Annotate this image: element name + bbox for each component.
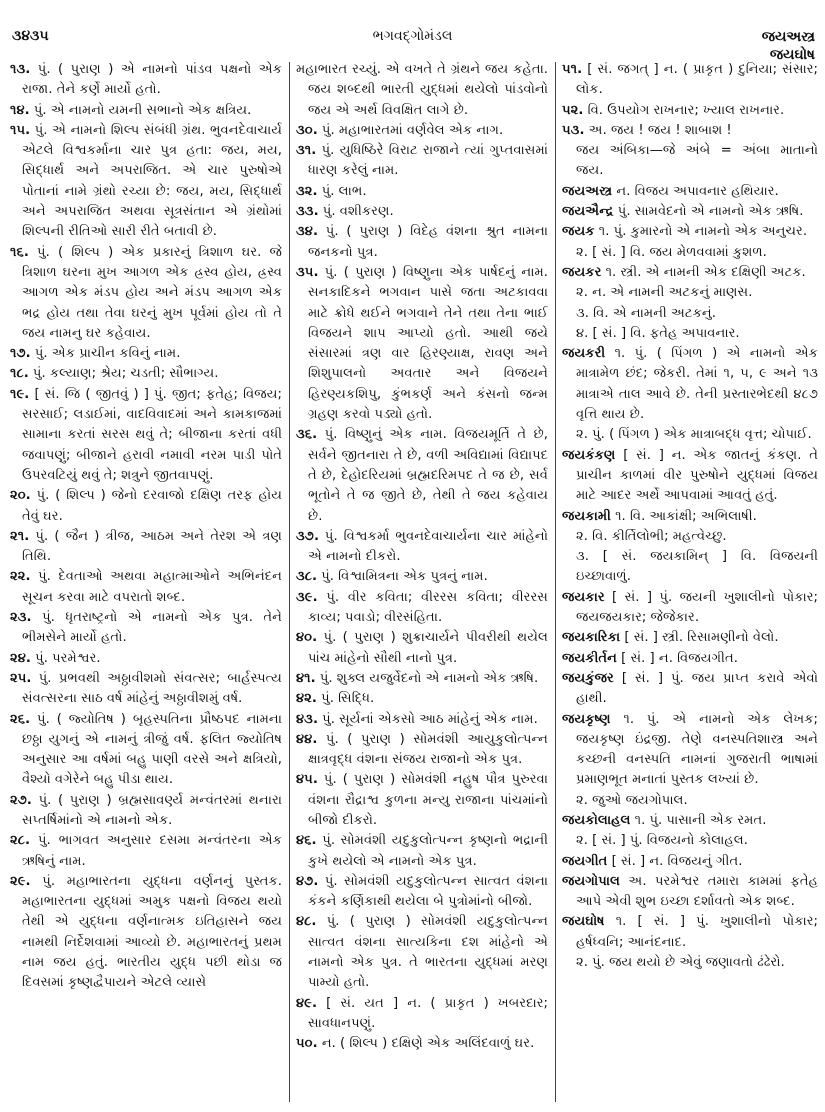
- dictionary-entry: [10, 486, 282, 527]
- entry-headword: ૨૬.: [10, 711, 31, 727]
- entry-definition: પું. એ નામનો શિલ્પ સંબંધી ગ્રંથ. ભુવનદેવાચાર્ય એટલે વિશ્વકર્માના ચાર પુત્ર હતા: જય, મય, સિદ્ધાર્થ અને અપરાજિત. એ ચાર પુરુષોએ પોતાનાં નામે ગ્રંથો રચ્યા છે: જય, મય, સિદ્ધાર્થ અને અપરાજિત અથવા સૂત્રસંતાન એ ગ્રંથોમાં શિલ્પની રીતિઓ સારી રીતે બતાવી છે.: [22, 122, 282, 240]
- dictionary-entry: [10, 608, 282, 649]
- entry-definition: ન. ( શિલ્પ ) દક્ષિણે એક અલિંદવાળું ઘર.: [317, 1036, 535, 1052]
- dictionary-entry: [562, 669, 818, 710]
- page-number: ૩૪૩૫: [12, 28, 49, 44]
- entry-definition: પું. ( પુરાણ ) સોમવંશી નહુષ પૌત્ર પુરુરવા વંશના રૌદ્રાશ્વ કુળના મન્યુ રાજાના પાંચમાંનો બીજો દીકરો.: [308, 772, 548, 828]
- entry-headword: જયકોલાહલ: [562, 812, 631, 828]
- entry-headword: જયકંકણ: [562, 447, 616, 463]
- dictionary-entry: [10, 121, 282, 243]
- entry-headword: ૨૯.: [10, 873, 31, 889]
- entry-headword: ૩૪.: [296, 224, 318, 240]
- entry-definition: પું. યુધિષ્ઠિરે વિરાટ રાજાને ત્યાં ગુપ્તવાસમાં ધારણ કરેલું નામ.: [308, 143, 548, 179]
- dictionary-entry: [296, 263, 548, 425]
- entry-definition: પું. ( પુરાણ ) બ્રહ્મસાવર્ણ્ય મન્વંતરમાં થનારા સપ્તર્ષિમાંનો એ નામનો એક.: [22, 792, 282, 828]
- entry-sense: ૨. પું. ( પિંગળ ) એક માત્રાબદ્ધ વૃત્ત; ચોપાઈ.: [576, 427, 812, 443]
- entry-headword: ૫૦.: [296, 1036, 318, 1052]
- entry-headword: ૨૦.: [10, 488, 31, 504]
- dictionary-entry: [296, 831, 548, 872]
- entry-sense: ૩. વિ. એ નામની અટકનું.: [576, 305, 716, 321]
- column-3: [562, 60, 818, 973]
- entry-definition: પું. વીર કવિતા; વીરરસ કવિતા; વીરરસ કાવ્ય; પવાડો; વીરસંહિતા.: [308, 589, 548, 626]
- entry-sense: ૨. [ સં. ] પું. વિજયનો કોલાહલ.: [576, 833, 748, 849]
- entry-headword: ૫૩.: [562, 122, 585, 138]
- dictionary-entry: [10, 567, 282, 608]
- dictionary-entry: [562, 202, 818, 222]
- entry-headword: ૩૩.: [296, 204, 319, 220]
- entry-definition: ૧. પું. એ નામનો એક લેખક; જયકૃષ્ણ ઇંદ્રજી. તેણે વનસ્પતિશાસ્ત્ર અને કચ્છની વનસ્પતિ નામનાં ગુજરાતી ભાષામાં પ્રમાણભૂત મનાતાં પુસ્તક લખ્યાં છે.: [576, 711, 818, 788]
- dictionary-entry: [296, 1034, 548, 1054]
- entry-definition: [ સં. ] ન. વિજયગીત.: [616, 650, 738, 666]
- entry-definition: [ સં. જગત્ ] ન. ( પ્રાકૃત ) દુનિયા; સંસાર; લોક.: [576, 62, 818, 98]
- entry-headword: જયકારિકા: [562, 630, 621, 646]
- dictionary-entry: [296, 994, 548, 1035]
- entry-definition: પું. ( પુરાણ ) વિષ્ણુના એક પાર્ષદનું નામ. સનકાદિકને ભગવાન પાસે જતા અટકાવવા માટે ક્રોધે થઈને ભગવાને તેને તથા તેના ભાઈ વિજયને શાપ આપ્યો હતો. આથી જયે સંસારમાં ત્રણ વાર હિરણ્યાક્ષ, રાવણ અને શિશુપાલનો અવતાર અને વિજયને હિરણ્યકશિપુ, કુંભકર્ણ અને કંસનો જન્મ ગ્રહણ કરવો પડ્યો હતો.: [308, 264, 548, 423]
- dictionary-entry: [296, 121, 548, 141]
- entry-sense: ૨. વિ. કીર્તિલોભી; મહત્વેચ્છુ.: [576, 528, 727, 544]
- dictionary-entry: [10, 872, 282, 994]
- entry-headword: ૪૮.: [296, 914, 317, 930]
- entry-headword: ૩૨.: [296, 183, 318, 199]
- dictionary-entry: [296, 710, 548, 730]
- entry-definition: [ સં. ] ન. વિજયનું ગીત.: [607, 853, 743, 869]
- dictionary-entry: [562, 263, 818, 283]
- entry-headword: જયકરી: [562, 346, 606, 362]
- entry-definition: પું. વિશ્વામિત્રના એક પુત્રનું નામ.: [317, 569, 488, 585]
- entry-definition: પું. ( જૈન ) ત્રીજ, આઠમ અને તેરશ એ ત્રણ તિથિ.: [22, 528, 282, 565]
- entry-sense: ૩. [ સં. જયકામિન્ ] વિ. વિજયની ઇચ્છાવાળું.: [576, 549, 818, 585]
- entry-definition: ૧. સ્ત્રી. એ નામની એક દક્ષિણી અટક.: [601, 264, 806, 280]
- entry-headword: ૩૬.: [296, 427, 318, 443]
- entry-headword: ૩૫.: [296, 264, 319, 280]
- entry-headword: ૧૯.: [10, 386, 30, 402]
- entry-headword: ૩૭.: [296, 528, 319, 544]
- entry-headword: ૪૭.: [296, 873, 319, 889]
- entry-headword: ૩૮.: [296, 569, 318, 585]
- entry-definition: પું. સોમવંશી યદુકુલોત્પન્ન કૃષ્ણનો ભદ્રાની કુખે થયેલો એ નામનો એક પુત્ર.: [308, 833, 548, 869]
- entry-headword: ૧૬.: [10, 244, 29, 260]
- dictionary-entry: [296, 425, 548, 526]
- entry-definition: પું. એ નામનો યમની સભાનો એક ક્ષત્રિય.: [29, 102, 252, 118]
- entry-definition: ૧. પું. ( પિંગળ ) એ નામનો એક માત્રામેળ છંદ; જેકરી. તેમાં ૧, ૫, ૯ અને ૧૩ માત્રાએ તાલ આવે છે. તેની પ્રસ્તારભેદથી ૪૮૭ વૃત્તિ થાય છે.: [576, 346, 818, 423]
- entry-headword: ૨૭.: [10, 792, 32, 808]
- entry-headword: ૪૨.: [296, 691, 317, 707]
- entry-definition: [ સં. ] સ્ત્રી. રિસામણીનો વેલો.: [620, 630, 779, 646]
- entry-headword: ૪૧.: [296, 670, 316, 686]
- dictionary-entry: [562, 182, 818, 202]
- entry-definition: પું. ( પુરાણ ) સોમવંશી યદુકુલોત્પન્ન સાત્વત વંશના સાત્યકિના દશ માંહેનો એ નામનો એક પુત્ર. તે ભારતના યુદ્ધમાં મરણ પામ્યો હતો.: [308, 914, 548, 991]
- entry-headword: ૧૪.: [10, 102, 30, 118]
- entry-definition: પું. પ્રભવથી અઠ્ઠાવીશમો સંવત્સર; બાર્હસ્પત્ય સંવત્સરના સાઠ વર્ષ માંહેનું અઠ્ઠાવીશમું વર્ષ.: [22, 670, 282, 707]
- entry-headword: ૪૪.: [296, 731, 318, 747]
- column-divider: [555, 62, 556, 1102]
- entry-definition: પું. કલ્યાણ; શ્રેય; ચડતી; સૌભાગ્ય.: [28, 366, 219, 382]
- entry-headword: જયકુંજર: [562, 670, 614, 686]
- dictionary-entry: [562, 912, 818, 953]
- dictionary-entry: [562, 60, 818, 101]
- entry-headword: ૫૨.: [562, 102, 584, 118]
- entry-headword: જયકૃષ્ણ: [562, 711, 611, 727]
- entry-headword: ૩૦.: [296, 122, 318, 138]
- entry-definition: [ સં. ] પું. જયની ખુશાલીનો પોકાર; જયજયકાર; જેજેકાર.: [576, 589, 818, 626]
- entry-definition: પું. મહાભારતના યુદ્ધના વર્ણનનું પુસ્તક. મહાભારતના યુદ્ધમાં અમુક પક્ષનો વિજય થયો તેથી એ યુદ્ધના વર્ણનાત્મક ઇતિહાસને જય નામથી નિર્દેશવામાં આવ્યો છે. મહાભારતનું પ્રથમ નામ જય હતું. ભારતીય યુદ્ધ પછી થોડા જ દિવસમાં કૃષ્ણદ્વૈપાયને એટલે વ્યાસે: [22, 873, 282, 991]
- entry-definition: પું. ( જ્યોતિષ ) બૃહસ્પતિના પ્રૌષ્ઠપદ નામના છઠ્ઠા યુગનું એ નામનું ત્રીજું વર્ષ. ફલિત જ્યોતિષ અનુસાર આ વર્ષમાં બહુ પાણી વરસે અને ક્ષત્રિયો, વૈશ્યો વગેરેને બહુ પીડા થાય.: [22, 711, 282, 788]
- dictionary-entry: [10, 831, 282, 872]
- entry-definition: પું. ( પુરાણ ) સોમવંશી આયુકુલોત્પન્ન ક્ષાત્રવૃદ્ધ વંશના સંજય રાજાનો એક પુત્ર.: [308, 731, 548, 768]
- entry-headword: ૪૯.: [296, 995, 317, 1011]
- dictionary-entry: [296, 567, 548, 587]
- entry-headword: ૫૧.: [562, 62, 583, 77]
- entry-definition: પું. મહાભારતમાં વર્ણવેલ એક નાગ.: [317, 122, 504, 138]
- dictionary-entry: [296, 222, 548, 263]
- dictionary-entry: [296, 912, 548, 993]
- entry-headword: જયઐન્દ્ર: [562, 204, 614, 220]
- entry-headword: ૨૮.: [10, 833, 31, 849]
- dictionary-entry: [562, 121, 818, 141]
- entry-definition: ૧. પું. પાસાની એક રમત.: [630, 812, 767, 828]
- dictionary-entry: [296, 770, 548, 831]
- entry-definition: વિ. ઉપયોગ રાખનાર; ખ્યાલ રાખનાર.: [583, 102, 785, 118]
- entry-definition: પું. ( શિલ્પ ) જેનો દરવાજો દક્ષિણ તરફ હોય તેવું ઘર.: [22, 488, 282, 524]
- entry-definition: પું. વિષ્ણુનું એક નામ. વિજયમૂર્તિ તે છે, સર્વને જીતનારા તે છે, વળી અવિદ્યામાં વિદ્યાપદ તે છે, દેહોદરિયમાં બ્રહ્મદરિમપદ તે જ છે, સર્વ ભૂતોને તે જ જીતે છે, તેથી તે જય કહેવાય છે.: [308, 427, 548, 524]
- entry-definition: પું. સોમવંશી યદુકુલોત્પન્ન સાત્વત વંશના કંકને કર્ણિકાથી થયેલા બે પુત્રોમાંનો બીજો.: [308, 873, 548, 910]
- entry-headword: ૨૩.: [10, 610, 32, 626]
- entry-definition: મહાભારત રચ્યું. એ વખતે તે ગ્રંથને જય કહેતા. જય શબ્દથી ભારતી યુદ્ધમાં થયેલો પાંડવોનો જય એ અર્થ વિવક્ષિત લાગે છે.: [296, 62, 548, 118]
- entry-headword: ૨૪.: [10, 650, 31, 666]
- dictionary-entry: [296, 872, 548, 913]
- dictionary-entry: [562, 872, 818, 913]
- entry-headword: જયગીત: [562, 853, 608, 869]
- dictionary-entry: [296, 588, 548, 629]
- entry-headword: જયઘોષ: [562, 914, 605, 930]
- dictionary-entry: [296, 202, 548, 222]
- entry-headword: જયકર: [562, 264, 602, 280]
- entry-definition: ૧. પું. કુમારનો એ નામનો એક અનુચર.: [594, 224, 808, 240]
- dictionary-entry: [296, 730, 548, 771]
- entry-definition: ૧. [ સં. ] પું. ખુશાલીનો પોકાર; હર્ષધ્વનિ; આનંદનાદ.: [576, 914, 818, 950]
- entry-headword: ૨૧.: [10, 528, 30, 544]
- entry-definition: અ. જય ! જય ! શાબાશ !: [584, 122, 732, 138]
- entry-definition: [ સં. ] પું. જય પ્રાપ્ત કરાવે એવો હાથી.: [576, 670, 818, 707]
- dictionary-entry: [296, 628, 548, 669]
- entry-headword: ૪૬.: [296, 833, 317, 849]
- entry-definition: પું. ભાગવત અનુસાર દસમા મન્વંતરના એક ઋષિનું નામ.: [22, 833, 282, 869]
- dictionary-entry: [562, 588, 818, 629]
- dictionary-entry: [10, 60, 282, 101]
- dictionary-entry: [296, 60, 548, 121]
- dictionary-entry: [296, 141, 548, 182]
- dictionary-entry: [562, 507, 818, 527]
- entry-definition: પું. વશીકરણ.: [318, 204, 394, 220]
- entry-definition: [ સં. ] ન. એક જાતનું કંકણ. તે પ્રાચીન કાળમાં વીર પુરુષોને યુદ્ધમાં વિજય માટે આદર અર્થે આપવામાં આવતું હતું.: [576, 447, 818, 504]
- entry-headword: ૧૭.: [10, 346, 31, 362]
- entry-headword: ૩૯.: [296, 589, 318, 605]
- entry-definition: પું. ( શિલ્પ ) એક પ્રકારનું ત્રિશાળ ઘર. જે ત્રિશાળ ઘરના મુખ આગળ એક હ્રસ્વ હોય, હ્રસ્વ આગળ એક મંડપ હોય અને મંડપ આગળ એક ભદ્ર હોય તથા તેવા ઘરનું મુખ પૂર્વમાં હોય તો તે જય નામનુ ઘર કહેવાય.: [22, 244, 282, 341]
- dictionary-entry: [10, 385, 282, 486]
- entry-headword: જયગોપાલ: [562, 873, 620, 889]
- entry-definition: પું. ધૃતરાષ્ટ્રનો એ નામનો એક પુત્ર. તેને ભીમસેને માર્યો હતો.: [22, 610, 282, 646]
- entry-sense: ૨. પું. જય થયો છે એવું જણાવતો ઢંઢેરો.: [576, 955, 785, 971]
- entry-definition: પું. એક પ્રાચીન કવિનું નામ.: [30, 346, 181, 362]
- dictionary-entry: [10, 364, 282, 384]
- column-2: [296, 60, 548, 1055]
- entry-definition: અ. પરમેશ્વર તમારા કામમાં ફતેહ આપે એવી શુભ ઇચ્છા દર્શાવતો એક શબ્દ.: [576, 873, 818, 910]
- dictionary-entry: [10, 669, 282, 710]
- entry-definition: પું. પરમેશ્વર.: [30, 650, 101, 666]
- entry-headword: ૪૩.: [296, 711, 318, 727]
- dictionary-entry: [296, 669, 548, 689]
- guide-word-first: જયઅસ્ત્ર: [761, 29, 815, 45]
- entry-headword: જયકામી: [562, 508, 611, 524]
- entry-headword: ૪૫.: [296, 772, 318, 788]
- entry-definition: પું. સૂર્યનાં એકસો આઠ માંહેનું એક નામ.: [317, 711, 538, 727]
- entry-definition: પું. ( પુરાણ ) શુક્રાચાર્યને પીવરીથી થયેલ પાંચ માંહેનો સૌથી નાનો પુત્ર.: [308, 630, 548, 666]
- entry-headword: ૩૧.: [296, 143, 317, 159]
- entry-definition: પું. લાભ.: [317, 183, 367, 199]
- entry-definition: પું. સામવેદનો એ નામનો એક ઋષિ.: [613, 204, 804, 220]
- entry-definition: પું. ( પુરાણ ) એ નામનો પાંડવ પક્ષનો એક રાજા. તેને કર્ણે માર્યો હતો.: [22, 62, 282, 98]
- entry-sense: ૨. જુઓ જયગોપાલ.: [576, 792, 688, 808]
- dictionary-entry: [10, 710, 282, 791]
- entry-definition: પું. ( પુરાણ ) વિદેહ વંશના શ્રુત નામના જનકનો પુત્ર.: [308, 224, 548, 260]
- entry-headword: ૧૫.: [10, 122, 31, 138]
- entry-headword: ૪૦.: [296, 630, 318, 646]
- entry-definition: પું. દેવતાઓ અથવા મહાત્માઓને અભિનંદન સૂચન કરવા માટે વપરાતો શબ્દ.: [22, 569, 282, 605]
- dictionary-entry: [296, 689, 548, 709]
- entry-definition: ૧. વિ. આકાંક્ષી; અભિલાષી.: [610, 508, 757, 524]
- dictionary-entry: [562, 710, 818, 791]
- entry-definition: પું. વિશ્વકર્મા ભુવનદેવાચાર્યના ચાર માંહેનો એ નામનો દીકરો.: [308, 528, 548, 565]
- entry-headword: ૧૮.: [10, 366, 29, 382]
- dictionary-entry: [562, 852, 818, 872]
- entry-definition: ન. વિજય અપાવનાર હથિયાર.: [612, 183, 779, 199]
- dictionary-entry: [562, 649, 818, 669]
- entry-headword: જયકાર: [562, 589, 605, 605]
- entry-definition: [ સં. જિ ( જીતવું ) ] પું. જીત; ફતેહ; વિજય; સરસાઈ; લડાઈમાં, વાદવિવાદમાં અને કામકાજમાં સામાના કરતાં સરસ થવું તે; બીજાના કરતાં વધી જવાપણું; બીજાને હરાવી નમાવી નરમ પાડી પોતે ઉપરવટિયું થવું તે; શત્રુને જીતવાપણું.: [22, 386, 282, 483]
- entry-headword: ૨૨.: [10, 569, 31, 585]
- entry-definition: [ સં. યત ] ન. ( પ્રાકૃત ) ખબરદાર; સાવધાનપણું.: [308, 995, 548, 1031]
- dictionary-entry: [296, 527, 548, 568]
- dictionary-entry: [10, 649, 282, 669]
- guide-word-last: જયઘોષ: [769, 47, 815, 63]
- entry-definition: પું. શુક્લ યજુર્વેદનો એ નામનો એક ઋષિ.: [315, 670, 539, 686]
- dictionary-entry: [10, 243, 282, 344]
- entry-headword: ૨૫.: [10, 670, 32, 686]
- dictionary-entry: [296, 182, 548, 202]
- entry-sense: ૨. ન. એ નામની અટકનું માણસ.: [576, 285, 753, 301]
- dictionary-entry: [10, 101, 282, 121]
- column-1: [10, 60, 282, 994]
- column-divider: [289, 62, 290, 1102]
- dictionary-entry: [562, 344, 818, 425]
- entry-headword: જયક: [562, 224, 595, 240]
- dictionary-entry: [562, 446, 818, 507]
- guide-words: [762, 28, 815, 64]
- entry-sense: ૪. [ સં. ] વિ. ફતેહ અપાવનાર.: [576, 325, 740, 341]
- entry-definition: પું. સિદ્ધિ.: [316, 691, 375, 707]
- dictionary-entry: [10, 344, 282, 364]
- entry-sense: જય અંબિકા—જે અંબે = અંબા માતાનો જય.: [576, 143, 818, 179]
- dictionary-entry: [10, 527, 282, 568]
- dictionary-entry: [562, 222, 818, 242]
- dictionary-entry: [562, 101, 818, 121]
- dictionary-entry: [10, 791, 282, 832]
- running-title: ભગવદ્ગોમંડલ: [372, 28, 453, 44]
- entry-headword: ૧૩.: [10, 62, 31, 77]
- dictionary-entry: [562, 811, 818, 831]
- entry-headword: જયકીર્તન: [562, 650, 617, 666]
- entry-sense: ૨. [ સં. ] વિ. જય મેળવવામાં કુશળ.: [576, 244, 767, 260]
- entry-headword: જયઅસ્ત્ર: [562, 183, 613, 199]
- dictionary-entry: [562, 628, 818, 648]
